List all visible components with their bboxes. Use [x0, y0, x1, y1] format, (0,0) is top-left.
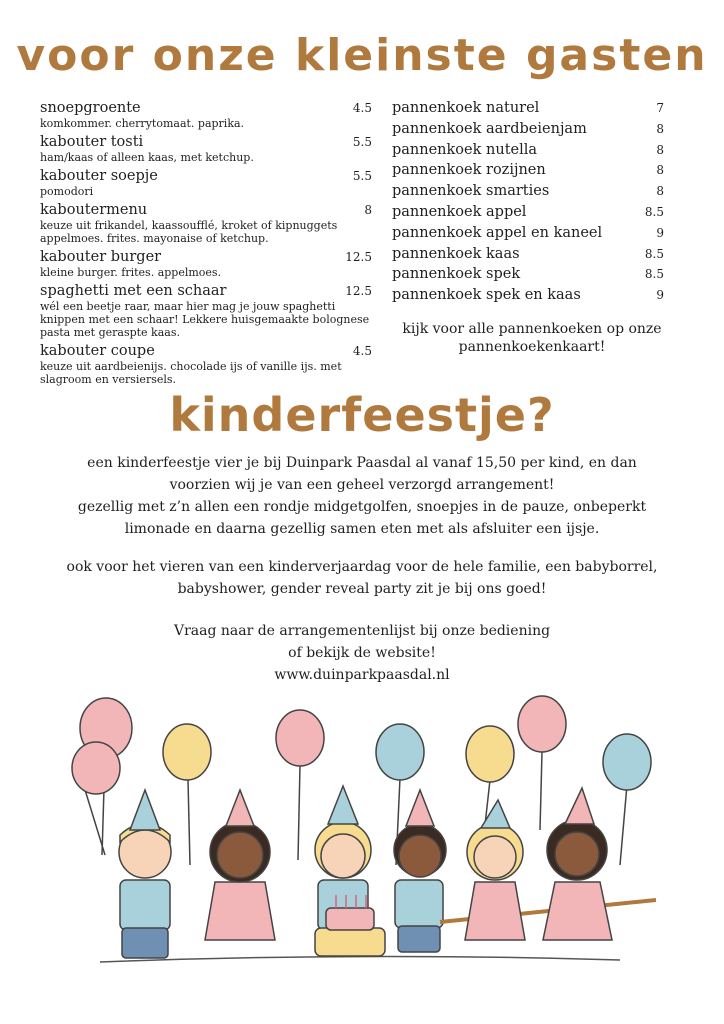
menu-item-price: 4.5	[352, 101, 372, 115]
menu-item	[40, 282, 372, 339]
pancake-list	[392, 99, 664, 307]
menu-item-desc: kleine burger. frites. appelmoes.	[40, 266, 222, 279]
pancake-item-price: 8	[656, 121, 664, 136]
party-occasions	[40, 556, 684, 600]
pancake-item-name: pannenkoek spek en kaas	[392, 287, 581, 304]
kids-party-illustration-icon	[60, 690, 660, 1010]
pancake-item-price: 8.5	[644, 267, 664, 282]
pancake-item-price: 9	[656, 225, 664, 240]
menu-item-desc: pomodori	[40, 185, 94, 198]
menu-item-name: kaboutermenu	[40, 202, 148, 218]
pancake-item-name: pannenkoek smarties	[392, 183, 550, 200]
menu-item-row	[40, 342, 372, 360]
pancake-item	[392, 120, 664, 141]
pancake-item	[392, 141, 664, 162]
party-line: limonade en daarna gezellig samen eten met als afsluiter een ijsje.	[124, 521, 600, 537]
party-line: www.duinparkpaasdal.nl	[274, 667, 450, 683]
pancake-item	[392, 265, 664, 286]
menu-item-name: spaghetti met een schaar	[40, 283, 227, 299]
pancake-item-price: 9	[656, 288, 664, 303]
menu-item-price: 5.5	[352, 135, 372, 149]
pancake-item-name: pannenkoek appel	[392, 203, 527, 220]
menu-item-name: kabouter coupe	[40, 343, 155, 359]
menu-item-price: 5.5	[352, 169, 372, 183]
pancake-item-price: 8.5	[644, 246, 664, 261]
party-line: voorzien wij je van een geheel verzorgd arrangement!	[169, 477, 555, 493]
pancake-item-price: 7	[656, 101, 664, 115]
kids-menu-list	[40, 99, 372, 389]
pancake-item-price: 8.5	[644, 204, 664, 219]
pancake-note: kijk voor alle pannenkoeken op onze pannenkoekenkaart!	[402, 321, 662, 355]
pancake-item	[392, 286, 664, 307]
kids-menu-title: voor onze kleinste gasten	[16, 30, 708, 81]
menu-item-row	[40, 167, 372, 185]
menu-item-row	[40, 201, 372, 219]
menu-item-row	[40, 99, 372, 117]
pancake-item-price: 8	[656, 142, 664, 157]
menu-item-row	[40, 133, 372, 151]
pancake-item-name: pannenkoek kaas	[392, 245, 520, 262]
menu-item-price: 4.5	[352, 344, 372, 358]
menu-item-desc: komkommer. cherrytomaat. paprika.	[40, 117, 245, 130]
pancake-item	[392, 203, 664, 224]
party-intro	[40, 452, 684, 540]
pancake-item-name: pannenkoek nutella	[392, 141, 538, 158]
party-line: babyshower, gender reveal party zit je bij ons goed!	[177, 581, 547, 597]
party-line: of bekijk de website!	[288, 645, 436, 661]
pancake-item	[392, 182, 664, 203]
menu-item	[40, 248, 372, 279]
menu-item-price: 8	[364, 203, 372, 217]
pancake-item	[392, 224, 664, 245]
pancake-item-name: pannenkoek appel en kaneel	[392, 224, 603, 241]
party-line: Vraag naar de arrangementenlijst bij onze bediening	[173, 623, 551, 639]
menu-item-desc: keuze uit frikandel, kaassoufflé, kroket of kipnuggets appelmoes. frites. mayonaise of ketchup.	[40, 219, 338, 245]
pancake-item	[392, 245, 664, 266]
menu-item-name: kabouter burger	[40, 249, 162, 265]
pancake-item-name: pannenkoek rozijnen	[392, 162, 546, 179]
party-line: een kinderfeestje vier je bij Duinpark Paasdal al vanaf 15,50 per kind, en dan	[87, 455, 637, 471]
menu-item-name: kabouter tosti	[40, 134, 144, 150]
party-line: gezellig met z’n allen een rondje midgetgolfen, snoepjes in de pauze, onbeperkt	[77, 499, 647, 515]
party-line: ook voor het vieren van een kinderverjaardag voor de hele familie, een babyborrel,	[66, 559, 658, 575]
menu-item-name: kabouter soepje	[40, 168, 158, 184]
menu-item-price: 12.5	[345, 250, 372, 264]
party-title: kinderfeestje?	[169, 388, 555, 442]
menu-item-row	[40, 248, 372, 266]
menu-item	[40, 342, 372, 386]
menu-item-desc: keuze uit aardbeienijs. chocolade ijs of vanille ijs. met slagroom en versiersels.	[40, 360, 342, 386]
party-contact	[40, 620, 684, 686]
pancake-item-price: 8	[656, 163, 664, 178]
menu-item-desc: wél een beetje raar, maar hier mag je jouw spaghetti knippen met een schaar! Lekkere huisgemaakte bolognese pasta met geraspte kaas.	[40, 300, 370, 339]
menu-item-name: snoepgroente	[40, 100, 141, 116]
pancake-item-name: pannenkoek naturel	[392, 100, 540, 116]
menu-item	[40, 201, 372, 245]
pancake-item	[392, 161, 664, 182]
menu-item-price: 12.5	[345, 284, 372, 298]
pancake-item-name: pannenkoek spek	[392, 266, 521, 283]
menu-item	[40, 167, 372, 198]
menu-item	[40, 133, 372, 164]
menu-item-row	[40, 282, 372, 300]
menu-item	[40, 99, 372, 130]
menu-item-desc: ham/kaas of alleen kaas, met ketchup.	[40, 151, 254, 164]
pancake-item-name: pannenkoek aardbeienjam	[392, 120, 587, 137]
pancake-item-price: 8	[656, 184, 664, 199]
pancake-item	[392, 99, 664, 120]
